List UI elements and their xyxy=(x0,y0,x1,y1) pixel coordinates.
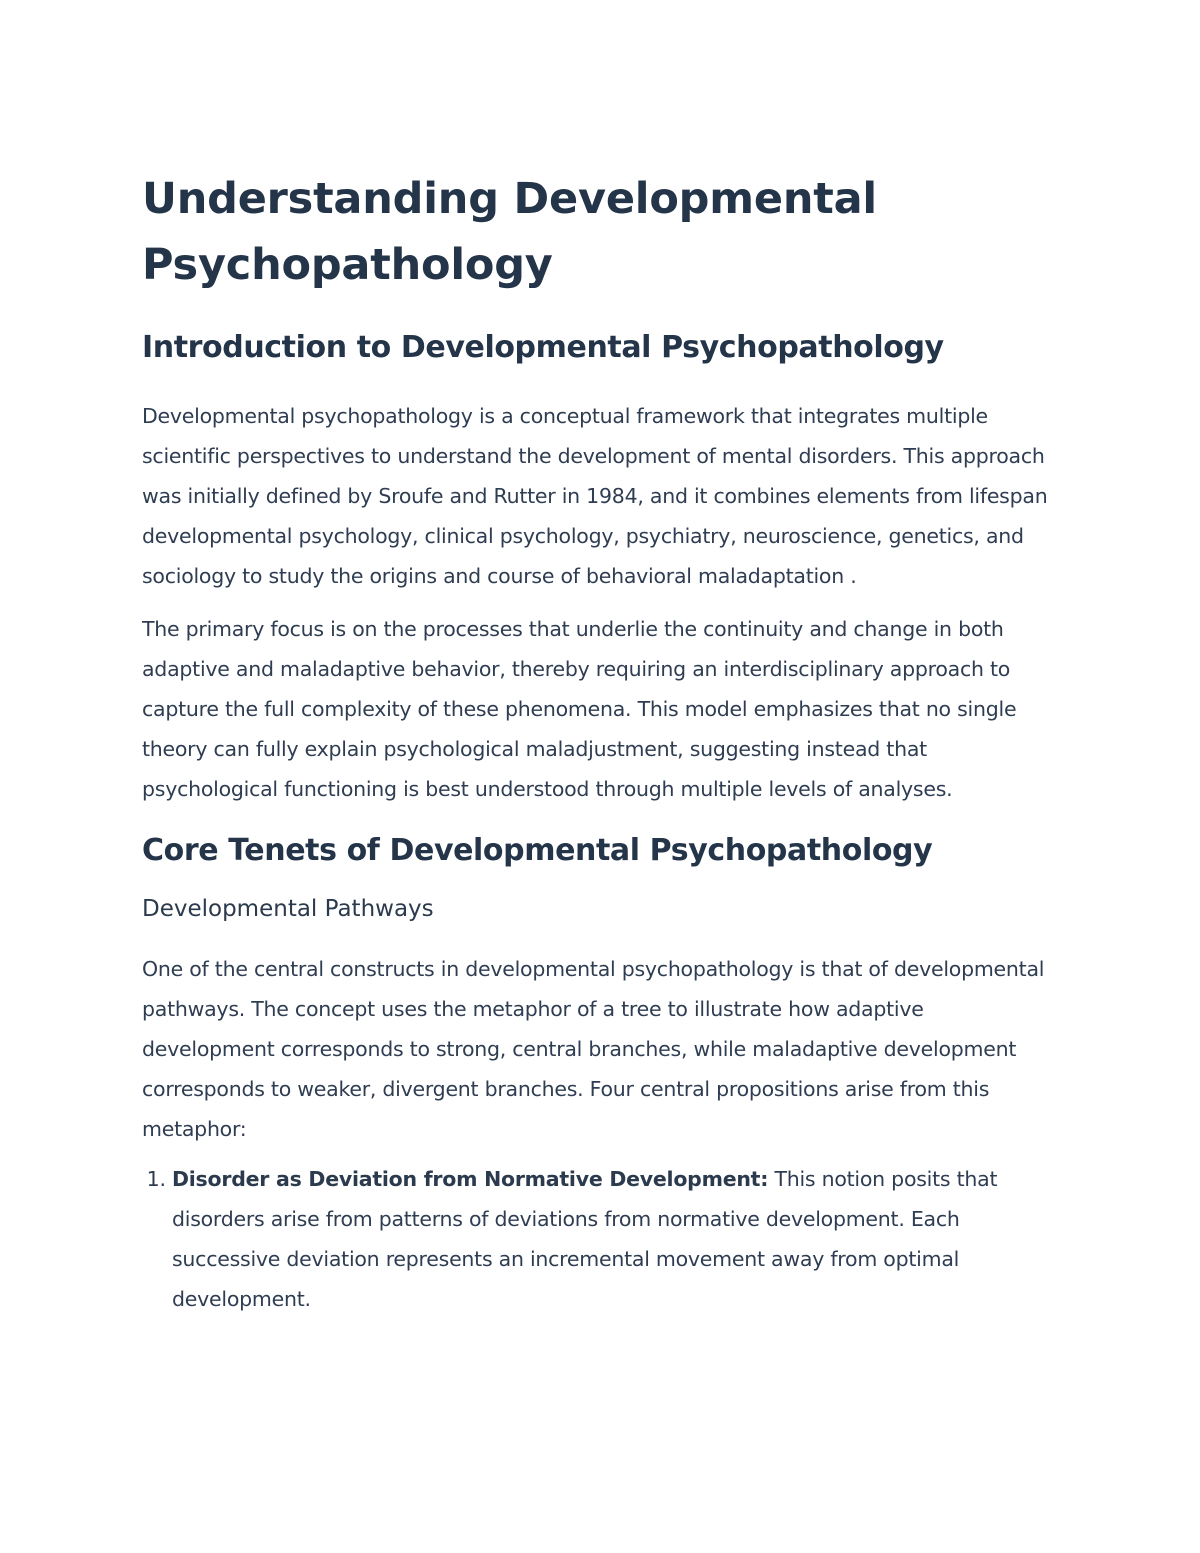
list-item xyxy=(172,1159,1062,1319)
document-title: Understanding Developmental Psychopathology xyxy=(142,174,877,290)
developmental-pathways-subheading: Developmental Pathways xyxy=(142,896,434,922)
core-tenets-heading: Core Tenets of Developmental Psychopathology xyxy=(142,833,933,868)
pathways-paragraph: One of the central constructs in developmental psychopathology is that of developmental pathways. The concept uses the metaphor of a tree to illustrate how adaptive development corresponds to strong, central branches, while maladaptive development corresponds to weaker, divergent branches. Four central propositions arise from this metaphor: xyxy=(142,957,1045,1141)
list-item-text: This notion posits that disorders arise from patterns of deviations from normative development. Each successive deviation represents an incremental movement away from optimal development. xyxy=(172,1167,998,1311)
list-item-bold: Disorder as Deviation from Normative Development: xyxy=(172,1167,769,1191)
intro-paragraph-2: The primary focus is on the processes that underlie the continuity and change in both adaptive and maladaptive behavior, thereby requiring an interdisciplinary approach to capture the full complexity of these phenomena. This model emphasizes that no single theory can fully explain psychological maladjustment, suggesting instead that psychological functioning is best understood through multiple levels of analyses. xyxy=(142,617,1017,801)
intro-heading: Introduction to Developmental Psychopathology xyxy=(142,330,944,365)
intro-paragraph-1: Developmental psychopathology is a conceptual framework that integrates multiple scientific perspectives to understand the development of mental disorders. This approach was initially defined by Sroufe and Rutter in 1984, and it combines elements from lifespan developmental psychology, clinical psychology, psychiatry, neuroscience, genetics, and sociology to study the origins and course of behavioral maladaptation . xyxy=(142,404,1048,588)
document-page xyxy=(142,166,1062,1319)
propositions-list xyxy=(142,1159,1062,1319)
